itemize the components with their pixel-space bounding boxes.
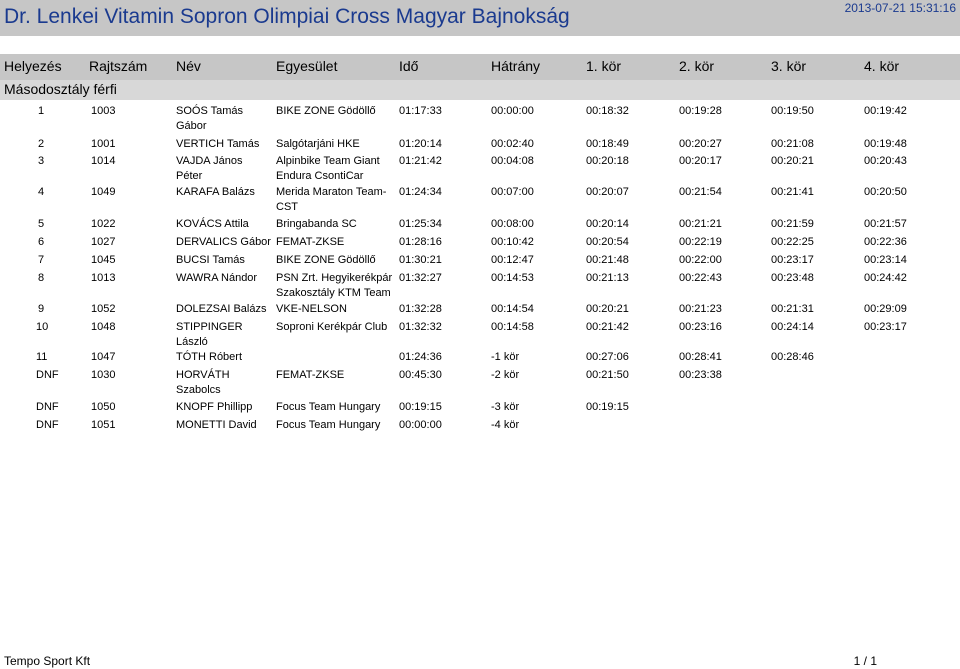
place-cell: DNF bbox=[36, 369, 59, 381]
lap1-cell: 00:21:50 bbox=[586, 369, 629, 381]
place-cell: 6 bbox=[38, 236, 45, 248]
page-title: Dr. Lenkei Vitamin Sopron Olimpiai Cross Magyar Bajnokság bbox=[4, 5, 570, 28]
place-cell: 8 bbox=[38, 272, 45, 284]
lap4-cell: 00:20:43 bbox=[864, 155, 907, 167]
lap4-cell: 00:23:17 bbox=[864, 321, 907, 333]
col-header-gap: Hátrány bbox=[491, 58, 541, 74]
place-cell: 11 bbox=[36, 351, 48, 363]
gap-cell: 00:14:58 bbox=[491, 321, 534, 333]
name-cell bbox=[176, 185, 255, 200]
name-cell-line: HORVÁTH bbox=[176, 369, 230, 381]
name-cell-line: VERTICH Tamás bbox=[176, 138, 260, 150]
lap2-cell: 00:19:28 bbox=[679, 105, 722, 117]
lap3-cell: 00:22:25 bbox=[771, 236, 814, 248]
lap2-cell: 00:22:00 bbox=[679, 254, 722, 266]
category-title: Másodosztály férfi bbox=[4, 81, 117, 97]
lap1-cell: 00:21:42 bbox=[586, 321, 629, 333]
lap2-cell: 00:21:23 bbox=[679, 303, 722, 315]
gap-cell: 00:08:00 bbox=[491, 218, 534, 230]
club-cell-line: BIKE ZONE Gödöllő bbox=[276, 254, 376, 266]
club-cell bbox=[276, 154, 380, 184]
gap-cell: 00:10:42 bbox=[491, 236, 534, 248]
footer-page-number: 1 / 1 bbox=[853, 654, 877, 668]
club-cell-line: FEMAT-ZKSE bbox=[276, 236, 345, 248]
bib-cell: 1013 bbox=[91, 272, 116, 284]
col-header-name: Név bbox=[176, 58, 201, 74]
club-cell bbox=[276, 368, 344, 383]
gap-cell: -1 kör bbox=[491, 351, 520, 363]
club-cell-line: VKE-NELSON bbox=[276, 303, 347, 315]
lap1-cell: 00:21:13 bbox=[586, 272, 629, 284]
lap1-cell: 00:20:54 bbox=[586, 236, 629, 248]
place-cell: 5 bbox=[38, 218, 45, 230]
time-cell: 00:45:30 bbox=[399, 369, 442, 381]
bib-cell: 1001 bbox=[91, 138, 116, 150]
lap4-cell: 00:19:42 bbox=[864, 105, 907, 117]
place-cell: 7 bbox=[38, 254, 45, 266]
lap2-cell: 00:21:21 bbox=[679, 218, 722, 230]
name-cell-line: Szabolcs bbox=[176, 384, 221, 396]
club-cell-line: PSN Zrt. Hegyikerékpár bbox=[276, 272, 393, 284]
place-cell: 10 bbox=[36, 321, 49, 333]
name-cell-line: KARAFA Balázs bbox=[176, 186, 255, 198]
footer-organizer: Tempo Sport Kft bbox=[4, 654, 91, 668]
name-cell bbox=[176, 217, 249, 232]
col-header-lap1: 1. kör bbox=[586, 58, 622, 74]
time-cell: 00:00:00 bbox=[399, 419, 442, 431]
name-cell-line: László bbox=[176, 336, 208, 348]
lap3-cell: 00:23:17 bbox=[771, 254, 814, 266]
club-cell bbox=[276, 418, 380, 433]
lap2-cell: 00:20:17 bbox=[679, 155, 722, 167]
club-cell-line: Endura CsontiCar bbox=[276, 170, 364, 182]
lap1-cell: 00:20:21 bbox=[586, 303, 629, 315]
lap3-cell: 00:23:48 bbox=[771, 272, 814, 284]
name-cell bbox=[176, 235, 271, 250]
name-cell-line: DOLEZSAI Balázs bbox=[176, 303, 267, 315]
bib-cell: 1051 bbox=[91, 419, 116, 431]
column-header-row bbox=[0, 54, 960, 80]
name-cell bbox=[176, 104, 243, 134]
lap3-cell: 00:19:50 bbox=[771, 105, 814, 117]
gap-cell: 00:04:08 bbox=[491, 155, 534, 167]
club-cell-line: CST bbox=[276, 201, 298, 213]
name-cell bbox=[176, 400, 252, 415]
name-cell-line: KNOPF Phillipp bbox=[176, 401, 253, 413]
time-cell: 01:25:34 bbox=[399, 218, 442, 230]
name-cell-line: MONETTI David bbox=[176, 419, 257, 431]
lap1-cell: 00:20:07 bbox=[586, 186, 629, 198]
place-cell: DNF bbox=[36, 419, 59, 431]
lap4-cell: 00:20:50 bbox=[864, 186, 907, 198]
bib-cell: 1050 bbox=[91, 401, 116, 413]
time-cell: 01:24:36 bbox=[399, 351, 442, 363]
lap2-cell: 00:22:19 bbox=[679, 236, 722, 248]
time-cell: 01:32:27 bbox=[399, 272, 442, 284]
club-cell bbox=[276, 320, 387, 335]
club-cell-line: Salgótarjáni HKE bbox=[276, 138, 360, 150]
name-cell-line: KOVÁCS Attila bbox=[176, 218, 249, 230]
club-cell-line: Focus Team Hungary bbox=[276, 401, 381, 413]
col-header-club: Egyesület bbox=[276, 58, 338, 74]
club-cell bbox=[276, 235, 344, 250]
gap-cell: 00:14:54 bbox=[491, 303, 534, 315]
print-timestamp: 2013-07-21 15:31:16 bbox=[844, 1, 956, 15]
time-cell: 00:19:15 bbox=[399, 401, 442, 413]
gap-cell: 00:00:00 bbox=[491, 105, 534, 117]
col-header-time: Idő bbox=[399, 58, 419, 74]
name-cell-line: SOÓS Tamás bbox=[176, 105, 244, 117]
name-cell bbox=[176, 271, 257, 286]
bib-cell: 1045 bbox=[91, 254, 116, 266]
name-cell bbox=[176, 418, 257, 433]
lap3-cell: 00:21:08 bbox=[771, 138, 814, 150]
lap2-cell: 00:28:41 bbox=[679, 351, 722, 363]
bib-cell: 1047 bbox=[91, 351, 116, 363]
name-cell bbox=[176, 302, 266, 317]
gap-cell: -2 kör bbox=[491, 369, 520, 381]
col-header-lap4: 4. kör bbox=[864, 58, 900, 74]
name-cell-line: TÓTH Róbert bbox=[176, 351, 243, 363]
lap4-cell: 00:21:57 bbox=[864, 218, 907, 230]
club-cell bbox=[276, 185, 386, 215]
lap1-cell: 00:20:14 bbox=[586, 218, 629, 230]
place-cell: 4 bbox=[38, 186, 45, 198]
time-cell: 01:30:21 bbox=[399, 254, 442, 266]
gap-cell: 00:02:40 bbox=[491, 138, 534, 150]
bib-cell: 1052 bbox=[91, 303, 116, 315]
category-header bbox=[0, 80, 960, 100]
name-cell-line: STIPPINGER bbox=[176, 321, 243, 333]
name-cell bbox=[176, 154, 242, 184]
name-cell-line: DERVALICS Gábor bbox=[176, 236, 271, 248]
club-cell-line: Focus Team Hungary bbox=[276, 419, 381, 431]
club-cell-line: Alpinbike Team Giant bbox=[276, 155, 380, 167]
time-cell: 01:24:34 bbox=[399, 186, 442, 198]
bib-cell: 1027 bbox=[91, 236, 116, 248]
club-cell bbox=[276, 253, 376, 268]
club-cell-line: Szakosztály KTM Team bbox=[276, 287, 391, 299]
lap2-cell: 00:20:27 bbox=[679, 138, 722, 150]
lap2-cell: 00:21:54 bbox=[679, 186, 722, 198]
place-cell: 1 bbox=[38, 105, 45, 117]
gap-cell: 00:07:00 bbox=[491, 186, 534, 198]
name-cell-line: WAWRA Nándor bbox=[176, 272, 258, 284]
lap1-cell: 00:20:18 bbox=[586, 155, 629, 167]
lap3-cell: 00:21:31 bbox=[771, 303, 814, 315]
place-cell: 3 bbox=[38, 155, 45, 167]
bib-cell: 1014 bbox=[91, 155, 116, 167]
time-cell: 01:32:32 bbox=[399, 321, 442, 333]
club-cell-line: Merida Maraton Team- bbox=[276, 186, 387, 198]
gap-cell: 00:14:53 bbox=[491, 272, 534, 284]
club-cell bbox=[276, 400, 380, 415]
lap3-cell: 00:28:46 bbox=[771, 351, 814, 363]
lap3-cell: 00:21:59 bbox=[771, 218, 814, 230]
gap-cell: 00:12:47 bbox=[491, 254, 534, 266]
col-header-lap3: 3. kör bbox=[771, 58, 807, 74]
name-cell-line: VAJDA János bbox=[176, 155, 243, 167]
name-cell-line: Péter bbox=[176, 170, 203, 182]
bib-cell: 1048 bbox=[91, 321, 116, 333]
lap2-cell: 00:23:16 bbox=[679, 321, 722, 333]
time-cell: 01:28:16 bbox=[399, 236, 442, 248]
lap1-cell: 00:18:49 bbox=[586, 138, 629, 150]
gap-cell: -4 kör bbox=[491, 419, 520, 431]
lap3-cell: 00:21:41 bbox=[771, 186, 814, 198]
lap4-cell: 00:29:09 bbox=[864, 303, 907, 315]
lap4-cell: 00:24:42 bbox=[864, 272, 907, 284]
lap1-cell: 00:19:15 bbox=[586, 401, 629, 413]
title-bar bbox=[0, 0, 960, 36]
col-header-bib: Rajtszám bbox=[89, 58, 148, 74]
name-cell bbox=[176, 137, 259, 152]
name-cell bbox=[176, 368, 230, 398]
club-cell bbox=[276, 137, 360, 152]
place-cell: 9 bbox=[38, 303, 45, 315]
bib-cell: 1022 bbox=[91, 218, 116, 230]
name-cell-line: Gábor bbox=[176, 120, 207, 132]
place-cell: 2 bbox=[38, 138, 45, 150]
club-cell bbox=[276, 217, 357, 232]
lap4-cell: 00:23:14 bbox=[864, 254, 907, 266]
bib-cell: 1049 bbox=[91, 186, 116, 198]
club-cell-line: FEMAT-ZKSE bbox=[276, 369, 345, 381]
club-cell-line: Bringabanda SC bbox=[276, 218, 357, 230]
lap1-cell: 00:21:48 bbox=[586, 254, 629, 266]
lap3-cell: 00:20:21 bbox=[771, 155, 814, 167]
lap2-cell: 00:23:38 bbox=[679, 369, 722, 381]
lap3-cell: 00:24:14 bbox=[771, 321, 814, 333]
place-cell: DNF bbox=[36, 401, 59, 413]
bib-cell: 1003 bbox=[91, 105, 116, 117]
lap1-cell: 00:18:32 bbox=[586, 105, 629, 117]
club-cell-line: BIKE ZONE Gödöllő bbox=[276, 105, 376, 117]
name-cell-line: BUCSI Tamás bbox=[176, 254, 245, 266]
gap-cell: -3 kör bbox=[491, 401, 520, 413]
time-cell: 01:20:14 bbox=[399, 138, 442, 150]
time-cell: 01:32:28 bbox=[399, 303, 442, 315]
club-cell bbox=[276, 271, 392, 301]
time-cell: 01:21:42 bbox=[399, 155, 442, 167]
name-cell bbox=[176, 320, 243, 350]
col-header-place: Helyezés bbox=[4, 58, 62, 74]
bib-cell: 1030 bbox=[91, 369, 116, 381]
lap2-cell: 00:22:43 bbox=[679, 272, 722, 284]
time-cell: 01:17:33 bbox=[399, 105, 442, 117]
club-cell-line: Soproni Kerékpár Club bbox=[276, 321, 388, 333]
lap4-cell: 00:22:36 bbox=[864, 236, 907, 248]
lap1-cell: 00:27:06 bbox=[586, 351, 629, 363]
name-cell bbox=[176, 253, 245, 268]
name-cell bbox=[176, 350, 242, 365]
col-header-lap2: 2. kör bbox=[679, 58, 715, 74]
club-cell bbox=[276, 302, 347, 317]
lap4-cell: 00:19:48 bbox=[864, 138, 907, 150]
club-cell bbox=[276, 104, 376, 119]
